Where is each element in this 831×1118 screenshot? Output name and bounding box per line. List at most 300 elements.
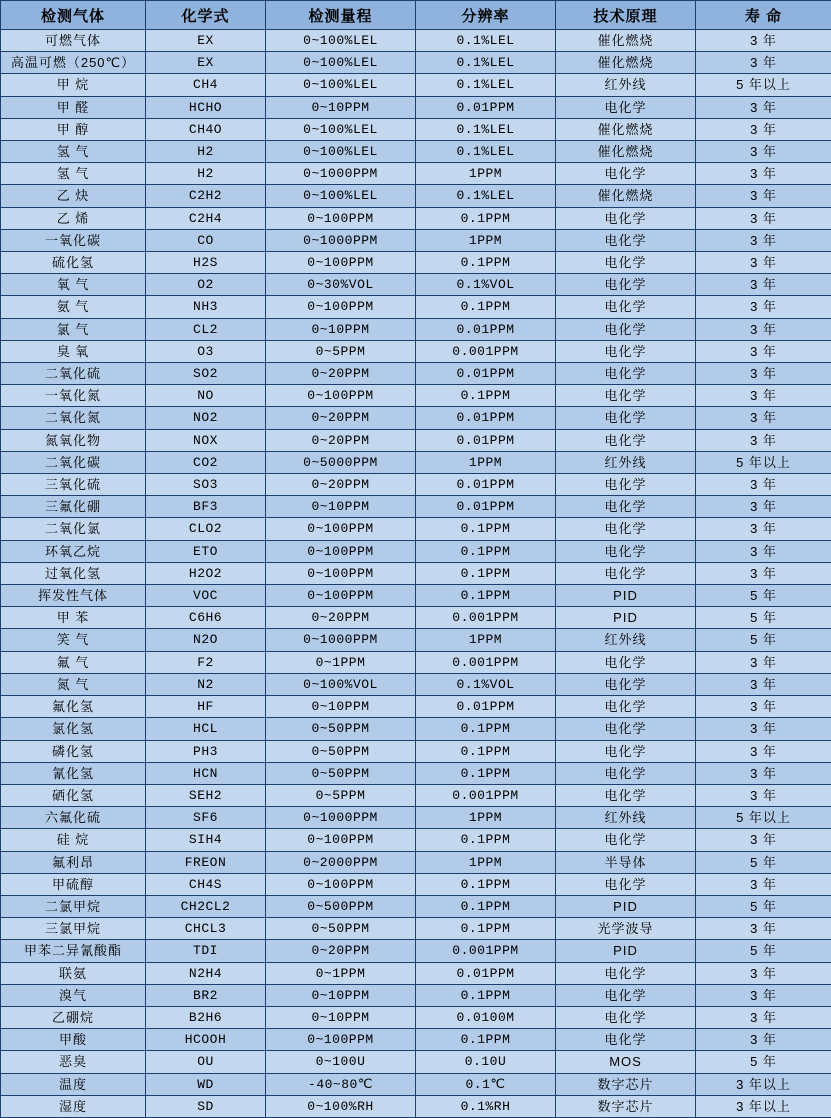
table-row xyxy=(1,407,831,429)
cell-chemical-formula: SO3 xyxy=(146,474,266,496)
cell-technology: 电化学 xyxy=(556,207,696,229)
cell-gas-name: 硒化氢 xyxy=(1,784,146,806)
table-row xyxy=(1,1006,831,1028)
cell-detection-range: 0~100PPM xyxy=(266,585,416,607)
cell-chemical-formula: H2 xyxy=(146,141,266,163)
cell-chemical-formula: C2H2 xyxy=(146,185,266,207)
cell-lifetime: 3 年 xyxy=(696,118,831,140)
table-row xyxy=(1,895,831,917)
cell-technology: 电化学 xyxy=(556,429,696,451)
cell-gas-name: 溴气 xyxy=(1,984,146,1006)
cell-chemical-formula: TDI xyxy=(146,940,266,962)
cell-chemical-formula: C2H4 xyxy=(146,207,266,229)
table-row xyxy=(1,518,831,540)
cell-technology: 电化学 xyxy=(556,784,696,806)
header-row xyxy=(1,1,831,30)
cell-chemical-formula: O3 xyxy=(146,340,266,362)
table-row xyxy=(1,363,831,385)
cell-gas-name: 臭 氧 xyxy=(1,340,146,362)
cell-lifetime: 3 年 xyxy=(696,274,831,296)
cell-chemical-formula: NH3 xyxy=(146,296,266,318)
cell-technology: 催化燃烧 xyxy=(556,52,696,74)
cell-detection-range: 0~100%LEL xyxy=(266,185,416,207)
cell-chemical-formula: BF3 xyxy=(146,496,266,518)
cell-chemical-formula: EX xyxy=(146,52,266,74)
cell-lifetime: 3 年 xyxy=(696,918,831,940)
cell-chemical-formula: C6H6 xyxy=(146,607,266,629)
table-row xyxy=(1,429,831,451)
cell-detection-range: 0~20PPM xyxy=(266,474,416,496)
cell-chemical-formula: H2 xyxy=(146,163,266,185)
cell-lifetime: 5 年 xyxy=(696,629,831,651)
table-row xyxy=(1,207,831,229)
table-row xyxy=(1,629,831,651)
cell-chemical-formula: SD xyxy=(146,1095,266,1117)
table-row xyxy=(1,540,831,562)
cell-resolution: 1PPM xyxy=(416,851,556,873)
cell-resolution: 0.001PPM xyxy=(416,940,556,962)
cell-chemical-formula: NO2 xyxy=(146,407,266,429)
cell-detection-range: 0~10PPM xyxy=(266,318,416,340)
cell-gas-name: 氰化氢 xyxy=(1,762,146,784)
cell-gas-name: 可燃气体 xyxy=(1,30,146,52)
cell-detection-range: 0~100%LEL xyxy=(266,52,416,74)
column-header-resolution: 分辨率 xyxy=(416,1,556,30)
cell-lifetime: 5 年 xyxy=(696,895,831,917)
cell-technology: PID xyxy=(556,895,696,917)
cell-resolution: 0.1PPM xyxy=(416,1029,556,1051)
cell-detection-range: 0~500PPM xyxy=(266,895,416,917)
cell-lifetime: 3 年 xyxy=(696,474,831,496)
cell-detection-range: 0~20PPM xyxy=(266,940,416,962)
cell-technology: 电化学 xyxy=(556,340,696,362)
cell-chemical-formula: CO2 xyxy=(146,451,266,473)
cell-detection-range: 0~50PPM xyxy=(266,718,416,740)
cell-gas-name: 磷化氢 xyxy=(1,740,146,762)
cell-technology: 电化学 xyxy=(556,673,696,695)
cell-resolution: 0.1%RH xyxy=(416,1095,556,1117)
cell-chemical-formula: PH3 xyxy=(146,740,266,762)
cell-technology: 红外线 xyxy=(556,74,696,96)
cell-technology: 电化学 xyxy=(556,762,696,784)
cell-detection-range: 0~10PPM xyxy=(266,696,416,718)
cell-resolution: 0.1%LEL xyxy=(416,30,556,52)
cell-detection-range: 0~1PPM xyxy=(266,962,416,984)
cell-resolution: 0.01PPM xyxy=(416,696,556,718)
cell-technology: 光学波导 xyxy=(556,918,696,940)
table-row xyxy=(1,851,831,873)
cell-lifetime: 3 年 xyxy=(696,651,831,673)
cell-technology: 数字芯片 xyxy=(556,1095,696,1117)
cell-chemical-formula: OU xyxy=(146,1051,266,1073)
cell-lifetime: 3 年 xyxy=(696,562,831,584)
cell-chemical-formula: HCN xyxy=(146,762,266,784)
cell-gas-name: 氨 气 xyxy=(1,296,146,318)
cell-detection-range: 0~20PPM xyxy=(266,429,416,451)
cell-technology: 电化学 xyxy=(556,318,696,340)
cell-chemical-formula: N2 xyxy=(146,673,266,695)
cell-gas-name: 一氧化碳 xyxy=(1,229,146,251)
cell-gas-name: 二氧化碳 xyxy=(1,451,146,473)
cell-detection-range: 0~100PPM xyxy=(266,1029,416,1051)
cell-lifetime: 3 年 xyxy=(696,363,831,385)
cell-detection-range: 0~5PPM xyxy=(266,340,416,362)
cell-technology: PID xyxy=(556,607,696,629)
table-row xyxy=(1,607,831,629)
cell-resolution: 0.1PPM xyxy=(416,895,556,917)
cell-chemical-formula: CL2 xyxy=(146,318,266,340)
cell-technology: 催化燃烧 xyxy=(556,30,696,52)
table-row xyxy=(1,962,831,984)
cell-resolution: 0.01PPM xyxy=(416,96,556,118)
cell-chemical-formula: NO xyxy=(146,385,266,407)
cell-chemical-formula: SO2 xyxy=(146,363,266,385)
cell-lifetime: 3 年以上 xyxy=(696,1095,831,1117)
cell-resolution: 0.01PPM xyxy=(416,363,556,385)
cell-lifetime: 3 年 xyxy=(696,207,831,229)
cell-gas-name: 笑 气 xyxy=(1,629,146,651)
cell-lifetime: 3 年 xyxy=(696,252,831,274)
cell-technology: 数字芯片 xyxy=(556,1073,696,1095)
cell-chemical-formula: HCOOH xyxy=(146,1029,266,1051)
cell-resolution: 0.1PPM xyxy=(416,385,556,407)
table-row xyxy=(1,873,831,895)
cell-detection-range: 0~100%LEL xyxy=(266,141,416,163)
cell-gas-name: 硅 烷 xyxy=(1,829,146,851)
cell-gas-name: 氯化氢 xyxy=(1,718,146,740)
cell-lifetime: 3 年 xyxy=(696,540,831,562)
cell-detection-range: 0~10PPM xyxy=(266,96,416,118)
table-row xyxy=(1,185,831,207)
cell-gas-name: 甲 苯 xyxy=(1,607,146,629)
cell-detection-range: 0~1000PPM xyxy=(266,629,416,651)
cell-resolution: 0.1%LEL xyxy=(416,52,556,74)
cell-resolution: 0.001PPM xyxy=(416,784,556,806)
cell-technology: 红外线 xyxy=(556,451,696,473)
cell-resolution: 0.1PPM xyxy=(416,585,556,607)
cell-gas-name: 一氧化氮 xyxy=(1,385,146,407)
cell-resolution: 0.01PPM xyxy=(416,962,556,984)
table-row xyxy=(1,585,831,607)
cell-technology: 电化学 xyxy=(556,496,696,518)
cell-lifetime: 3 年 xyxy=(696,163,831,185)
cell-lifetime: 3 年 xyxy=(696,740,831,762)
cell-technology: 电化学 xyxy=(556,540,696,562)
cell-chemical-formula: CLO2 xyxy=(146,518,266,540)
cell-detection-range: 0~100U xyxy=(266,1051,416,1073)
cell-lifetime: 5 年以上 xyxy=(696,74,831,96)
table-row xyxy=(1,740,831,762)
cell-resolution: 0.01PPM xyxy=(416,407,556,429)
column-header-lifetime: 寿 命 xyxy=(696,1,831,30)
cell-resolution: 0.1PPM xyxy=(416,829,556,851)
cell-resolution: 0.001PPM xyxy=(416,340,556,362)
table-row xyxy=(1,74,831,96)
cell-lifetime: 3 年 xyxy=(696,96,831,118)
cell-chemical-formula: CH4O xyxy=(146,118,266,140)
cell-detection-range: 0~50PPM xyxy=(266,762,416,784)
table-row xyxy=(1,252,831,274)
cell-chemical-formula: CH4S xyxy=(146,873,266,895)
table-row xyxy=(1,940,831,962)
cell-chemical-formula: CH4 xyxy=(146,74,266,96)
cell-detection-range: 0~5000PPM xyxy=(266,451,416,473)
table-row xyxy=(1,52,831,74)
cell-lifetime: 3 年 xyxy=(696,141,831,163)
table-row xyxy=(1,1073,831,1095)
cell-gas-name: 乙 炔 xyxy=(1,185,146,207)
cell-gas-name: 二氧化氮 xyxy=(1,407,146,429)
cell-lifetime: 3 年 xyxy=(696,52,831,74)
cell-detection-range: 0~20PPM xyxy=(266,407,416,429)
cell-gas-name: 过氧化氢 xyxy=(1,562,146,584)
cell-detection-range: 0~20PPM xyxy=(266,363,416,385)
cell-resolution: 0.1%VOL xyxy=(416,274,556,296)
cell-detection-range: 0~1000PPM xyxy=(266,807,416,829)
cell-detection-range: 0~100%LEL xyxy=(266,118,416,140)
cell-lifetime: 5 年 xyxy=(696,585,831,607)
table-row xyxy=(1,229,831,251)
cell-resolution: 0.1PPM xyxy=(416,873,556,895)
cell-lifetime: 3 年 xyxy=(696,340,831,362)
cell-technology: 电化学 xyxy=(556,740,696,762)
cell-lifetime: 3 年 xyxy=(696,318,831,340)
column-header-chemical-formula: 化学式 xyxy=(146,1,266,30)
cell-technology: 电化学 xyxy=(556,696,696,718)
cell-detection-range: 0~100%LEL xyxy=(266,74,416,96)
cell-resolution: 0.001PPM xyxy=(416,651,556,673)
cell-resolution: 0.1PPM xyxy=(416,252,556,274)
cell-resolution: 0.1PPM xyxy=(416,718,556,740)
cell-detection-range: 0~100PPM xyxy=(266,518,416,540)
cell-gas-name: 氢 气 xyxy=(1,163,146,185)
cell-gas-name: 三氟化硼 xyxy=(1,496,146,518)
cell-detection-range: 0~1PPM xyxy=(266,651,416,673)
table-row xyxy=(1,651,831,673)
cell-detection-range: 0~50PPM xyxy=(266,740,416,762)
table-row xyxy=(1,562,831,584)
cell-detection-range: 0~100%RH xyxy=(266,1095,416,1117)
column-header-gas-name: 检测气体 xyxy=(1,1,146,30)
table-row xyxy=(1,340,831,362)
cell-lifetime: 3 年 xyxy=(696,1029,831,1051)
table-row xyxy=(1,829,831,851)
cell-lifetime: 3 年 xyxy=(696,984,831,1006)
cell-lifetime: 3 年 xyxy=(696,296,831,318)
cell-gas-name: 挥发性气体 xyxy=(1,585,146,607)
table-header xyxy=(1,1,831,30)
cell-chemical-formula: SEH2 xyxy=(146,784,266,806)
cell-gas-name: 甲 烷 xyxy=(1,74,146,96)
cell-lifetime: 3 年 xyxy=(696,229,831,251)
cell-resolution: 1PPM xyxy=(416,163,556,185)
cell-chemical-formula: FREON xyxy=(146,851,266,873)
cell-chemical-formula: CH2CL2 xyxy=(146,895,266,917)
cell-lifetime: 3 年以上 xyxy=(696,1073,831,1095)
cell-lifetime: 3 年 xyxy=(696,407,831,429)
cell-chemical-formula: N2O xyxy=(146,629,266,651)
cell-gas-name: 乙硼烷 xyxy=(1,1006,146,1028)
cell-lifetime: 3 年 xyxy=(696,718,831,740)
cell-chemical-formula: EX xyxy=(146,30,266,52)
cell-chemical-formula: H2S xyxy=(146,252,266,274)
cell-technology: 催化燃烧 xyxy=(556,118,696,140)
cell-technology: 电化学 xyxy=(556,562,696,584)
cell-lifetime: 3 年 xyxy=(696,518,831,540)
cell-chemical-formula: ETO xyxy=(146,540,266,562)
table-row xyxy=(1,784,831,806)
cell-detection-range: 0~2000PPM xyxy=(266,851,416,873)
cell-technology: MOS xyxy=(556,1051,696,1073)
cell-gas-name: 三氯甲烷 xyxy=(1,918,146,940)
column-header-detection-range: 检测量程 xyxy=(266,1,416,30)
cell-technology: 电化学 xyxy=(556,274,696,296)
cell-gas-name: 高温可燃（250℃） xyxy=(1,52,146,74)
cell-gas-name: 氟利昂 xyxy=(1,851,146,873)
cell-chemical-formula: HCL xyxy=(146,718,266,740)
cell-technology: 电化学 xyxy=(556,829,696,851)
cell-lifetime: 5 年以上 xyxy=(696,451,831,473)
cell-resolution: 1PPM xyxy=(416,629,556,651)
cell-lifetime: 3 年 xyxy=(696,962,831,984)
cell-resolution: 1PPM xyxy=(416,229,556,251)
table-row xyxy=(1,1051,831,1073)
cell-chemical-formula: CHCL3 xyxy=(146,918,266,940)
cell-gas-name: 三氧化硫 xyxy=(1,474,146,496)
cell-chemical-formula: CO xyxy=(146,229,266,251)
cell-gas-name: 甲 醛 xyxy=(1,96,146,118)
cell-technology: 电化学 xyxy=(556,407,696,429)
cell-resolution: 0.01PPM xyxy=(416,496,556,518)
cell-technology: 红外线 xyxy=(556,629,696,651)
cell-technology: 电化学 xyxy=(556,718,696,740)
table-row xyxy=(1,718,831,740)
cell-detection-range: 0~10PPM xyxy=(266,984,416,1006)
cell-detection-range: -40~80℃ xyxy=(266,1073,416,1095)
cell-technology: 催化燃烧 xyxy=(556,141,696,163)
cell-gas-name: 温度 xyxy=(1,1073,146,1095)
cell-lifetime: 3 年 xyxy=(696,696,831,718)
table-row xyxy=(1,673,831,695)
cell-lifetime: 3 年 xyxy=(696,185,831,207)
cell-lifetime: 3 年 xyxy=(696,673,831,695)
cell-chemical-formula: B2H6 xyxy=(146,1006,266,1028)
table-row xyxy=(1,118,831,140)
table-row xyxy=(1,296,831,318)
cell-detection-range: 0~100%LEL xyxy=(266,30,416,52)
cell-technology: 催化燃烧 xyxy=(556,185,696,207)
cell-chemical-formula: HCHO xyxy=(146,96,266,118)
cell-detection-range: 0~100PPM xyxy=(266,252,416,274)
cell-detection-range: 0~100PPM xyxy=(266,207,416,229)
cell-detection-range: 0~100%VOL xyxy=(266,673,416,695)
cell-technology: 电化学 xyxy=(556,96,696,118)
cell-detection-range: 0~1000PPM xyxy=(266,163,416,185)
cell-technology: PID xyxy=(556,940,696,962)
cell-lifetime: 3 年 xyxy=(696,1006,831,1028)
cell-lifetime: 5 年 xyxy=(696,607,831,629)
cell-gas-name: 甲 醇 xyxy=(1,118,146,140)
cell-detection-range: 0~100PPM xyxy=(266,873,416,895)
cell-technology: 电化学 xyxy=(556,229,696,251)
cell-lifetime: 3 年 xyxy=(696,496,831,518)
table-row xyxy=(1,696,831,718)
column-header-technology: 技术原理 xyxy=(556,1,696,30)
cell-resolution: 0.1PPM xyxy=(416,984,556,1006)
cell-resolution: 0.1℃ xyxy=(416,1073,556,1095)
cell-resolution: 1PPM xyxy=(416,807,556,829)
cell-chemical-formula: VOC xyxy=(146,585,266,607)
cell-resolution: 0.01PPM xyxy=(416,318,556,340)
table-row xyxy=(1,385,831,407)
cell-gas-name: 乙 烯 xyxy=(1,207,146,229)
table-row xyxy=(1,918,831,940)
cell-resolution: 0.1%LEL xyxy=(416,118,556,140)
cell-technology: 电化学 xyxy=(556,651,696,673)
cell-chemical-formula: F2 xyxy=(146,651,266,673)
cell-gas-name: 甲苯二异氰酸酯 xyxy=(1,940,146,962)
cell-detection-range: 0~10PPM xyxy=(266,1006,416,1028)
cell-chemical-formula: BR2 xyxy=(146,984,266,1006)
cell-resolution: 0.1%LEL xyxy=(416,141,556,163)
cell-chemical-formula: N2H4 xyxy=(146,962,266,984)
cell-technology: 电化学 xyxy=(556,296,696,318)
cell-chemical-formula: O2 xyxy=(146,274,266,296)
cell-technology: 电化学 xyxy=(556,518,696,540)
cell-technology: 电化学 xyxy=(556,984,696,1006)
cell-lifetime: 5 年 xyxy=(696,1051,831,1073)
cell-gas-name: 六氟化硫 xyxy=(1,807,146,829)
table-row xyxy=(1,807,831,829)
cell-resolution: 0.0100M xyxy=(416,1006,556,1028)
cell-resolution: 0.1%VOL xyxy=(416,673,556,695)
cell-detection-range: 0~100PPM xyxy=(266,540,416,562)
cell-technology: 红外线 xyxy=(556,807,696,829)
cell-gas-name: 二氧化氯 xyxy=(1,518,146,540)
cell-technology: 电化学 xyxy=(556,163,696,185)
table-row xyxy=(1,451,831,473)
table-row xyxy=(1,1095,831,1117)
cell-resolution: 0.1PPM xyxy=(416,207,556,229)
cell-technology: 半导体 xyxy=(556,851,696,873)
cell-technology: 电化学 xyxy=(556,873,696,895)
table-row xyxy=(1,1029,831,1051)
cell-gas-name: 氮 气 xyxy=(1,673,146,695)
table-row xyxy=(1,762,831,784)
table-row xyxy=(1,30,831,52)
table-row xyxy=(1,496,831,518)
cell-lifetime: 3 年 xyxy=(696,762,831,784)
cell-resolution: 0.1PPM xyxy=(416,740,556,762)
cell-resolution: 0.01PPM xyxy=(416,474,556,496)
cell-resolution: 1PPM xyxy=(416,451,556,473)
table-row xyxy=(1,163,831,185)
cell-gas-name: 湿度 xyxy=(1,1095,146,1117)
cell-resolution: 0.1PPM xyxy=(416,762,556,784)
cell-technology: PID xyxy=(556,585,696,607)
cell-gas-name: 氟 气 xyxy=(1,651,146,673)
table-row xyxy=(1,96,831,118)
cell-technology: 电化学 xyxy=(556,252,696,274)
cell-detection-range: 0~1000PPM xyxy=(266,229,416,251)
cell-gas-name: 氯 气 xyxy=(1,318,146,340)
table-row xyxy=(1,274,831,296)
cell-chemical-formula: HF xyxy=(146,696,266,718)
table-row xyxy=(1,984,831,1006)
cell-detection-range: 0~100PPM xyxy=(266,385,416,407)
cell-detection-range: 0~100PPM xyxy=(266,829,416,851)
cell-chemical-formula: SF6 xyxy=(146,807,266,829)
